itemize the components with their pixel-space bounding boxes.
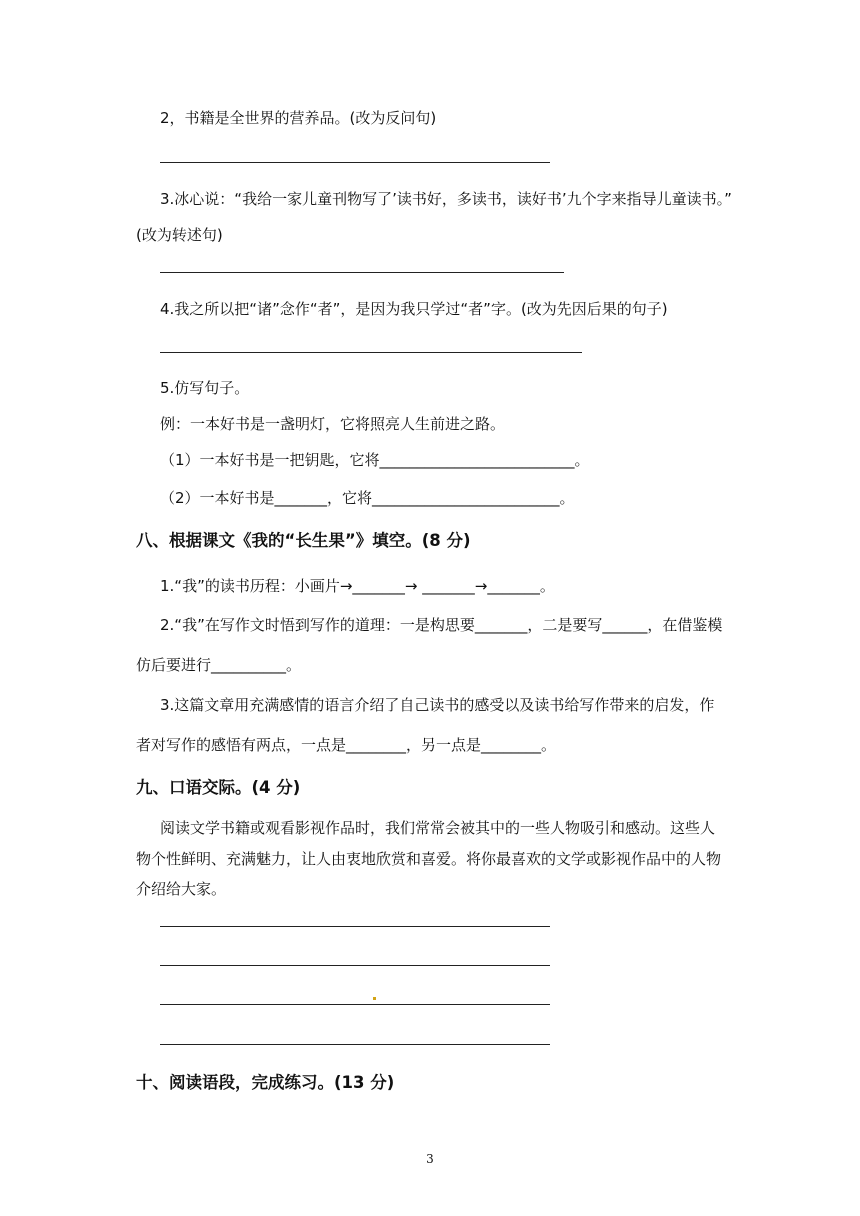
question-2-sentence-rewrite: 2，书籍是全世界的营养品。(改为反问句) [160,109,437,127]
section-8-question-3-line2: 者对写作的感悟有两点，一点是________，另一点是________。 [136,736,557,754]
question-4-sentence-rewrite: 4.我之所以把“诸”念作“者”，是因为我只学过“者”字。(改为先因后果的句子) [160,300,668,318]
section-9-prompt-line2: 物个性鲜明、充满魅力，让人由衷地欣赏和喜爱。将你最喜欢的文学或影视作品中的人物 [136,850,722,868]
section-9-heading: 九、口语交际。(4 分) [136,778,301,797]
section-8-question-1: 1.“我”的读书历程：小画片→_______→ _______→_______。 [160,577,555,595]
question-5-example: 例：一本好书是一盏明灯，它将照亮人生前进之路。 [160,415,506,433]
question-5-item-2: （2）一本好书是_______，它将_________________________。 [160,489,575,507]
section-8-question-3-line1: 3.这篇文章用充满感情的语言介绍了自己读书的感受以及读书给写作带来的启发，作 [160,696,715,714]
answer-line[interactable] [160,162,550,163]
stray-mark [373,997,376,1000]
section-9-prompt-line3: 介绍给大家。 [136,880,227,898]
page-number: 3 [426,1152,434,1166]
answer-line[interactable] [160,272,564,273]
section-8-question-2-line1: 2.“我”在写作文时悟到写作的道理：一是构思要_______，二是要写______，在借鉴模 [160,616,723,634]
question-3-sentence-rewrite-line2: (改为转述句) [136,226,223,244]
section-8-question-2-line2: 仿后要进行__________。 [136,656,302,674]
answer-line[interactable] [160,926,550,927]
question-5-title: 5.仿写句子。 [160,379,250,397]
question-5-item-1: （1）一本好书是一把钥匙，它将__________________________。 [160,451,590,469]
section-9-prompt-line1: 阅读文学书籍或观看影视作品时，我们常常会被其中的一些人物吸引和感动。这些人 [160,819,716,837]
answer-line[interactable] [160,352,582,353]
question-3-sentence-rewrite-line1: 3.冰心说：“我给一家儿童刊物写了’读书好，多读书，读好书’九个字来指导儿童读书。” [160,190,732,208]
answer-line[interactable] [160,1004,550,1005]
section-10-heading: 十、阅读语段，完成练习。(13 分) [136,1073,395,1092]
answer-line[interactable] [160,1044,550,1045]
answer-line[interactable] [160,965,550,966]
section-8-heading: 八、根据课文《我的“长生果”》填空。(8 分) [136,531,471,550]
